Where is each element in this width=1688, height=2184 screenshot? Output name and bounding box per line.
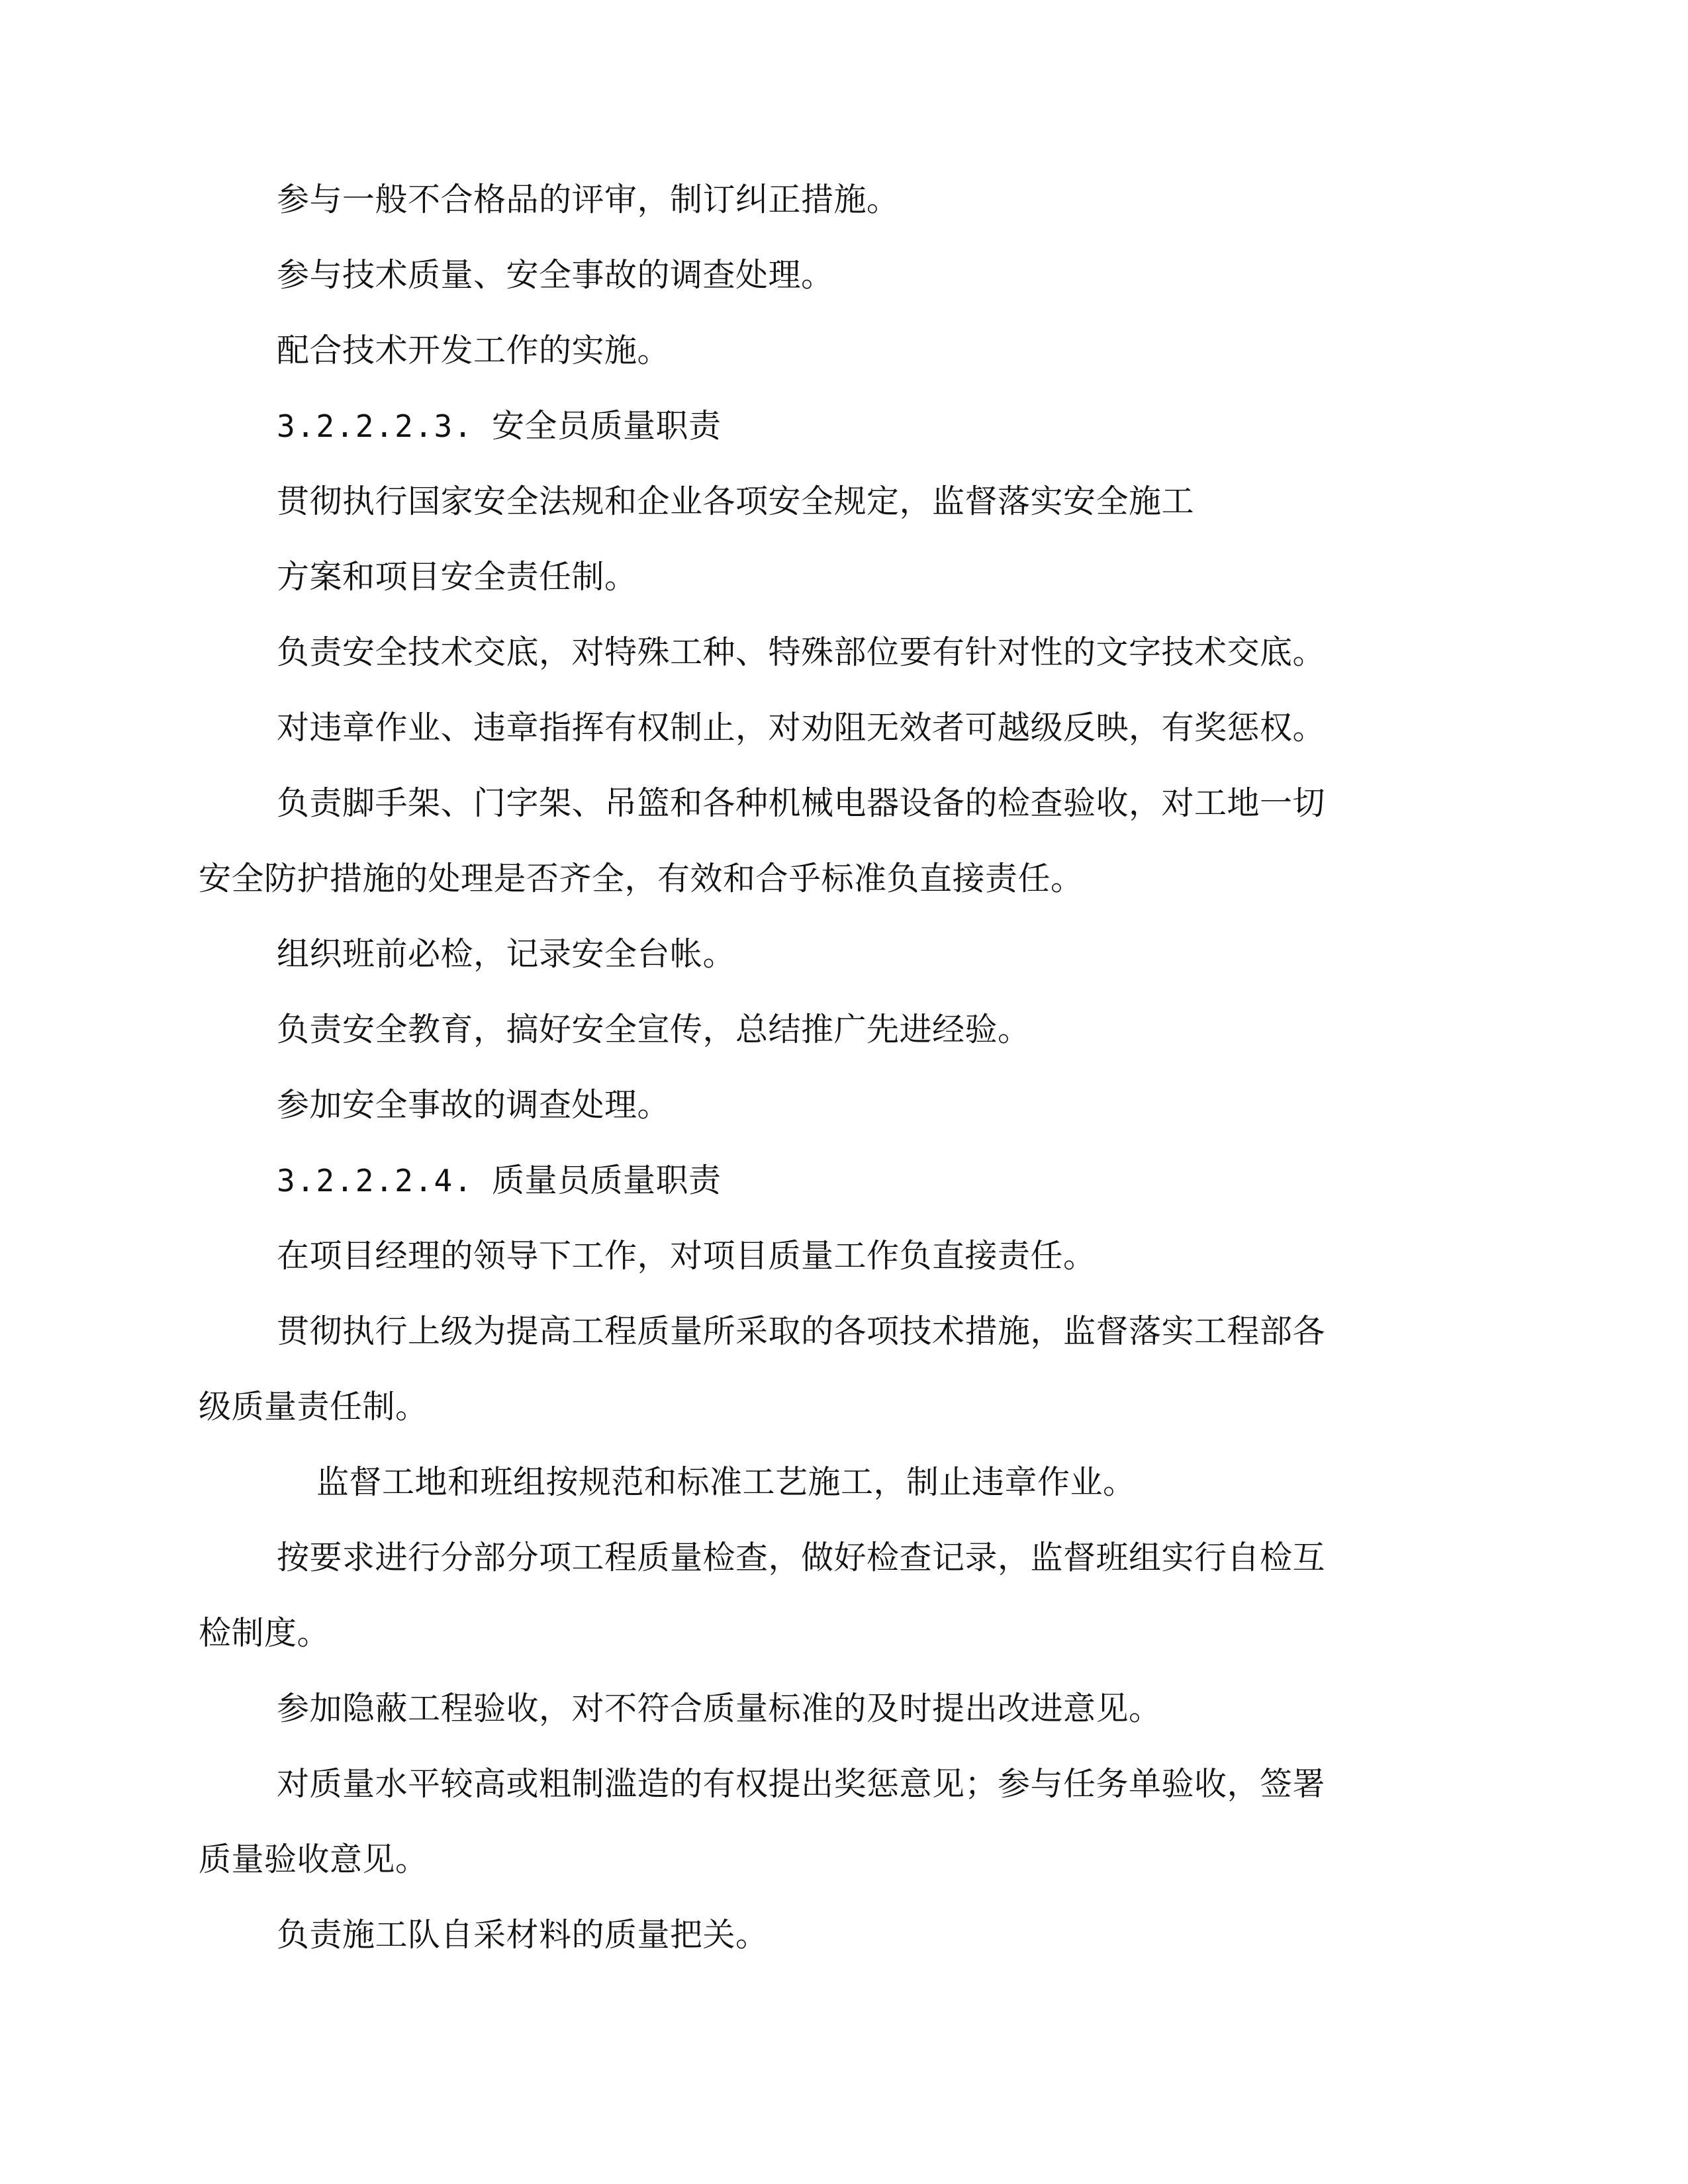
- paragraph-line: 负责施工队自采材料的质量把关。: [277, 1916, 769, 1954]
- section-heading: [199, 1143, 1503, 1218]
- section-number: 3.2.2.2.3.: [277, 408, 473, 444]
- paragraph-line: 负责安全教育，搞好安全宣传，总结推广先进经验。: [277, 1011, 1031, 1048]
- paragraph-line: 组织班前必检，记录安全台帐。: [277, 935, 736, 973]
- paragraph-line: 参与一般不合格品的评审，制订纠正措施。: [277, 181, 900, 218]
- document-body: [199, 162, 1503, 1973]
- paragraph-line: 贯彻执行国家安全法规和企业各项安全规定，监督落实安全施工: [277, 482, 1195, 520]
- paragraph-line: 负责脚手架、门字架、吊篮和各种机械电器设备的检查验收，对工地一切: [277, 784, 1326, 822]
- paragraph-line: 负责安全技术交底，对特殊工种、特殊部位要有针对性的文字技术交底。: [277, 633, 1326, 671]
- paragraph-line: 参与技术质量、安全事故的调查处理。: [277, 256, 834, 294]
- paragraph-line: 在项目经理的领导下工作，对项目质量工作负直接责任。: [277, 1237, 1096, 1275]
- paragraph-continuation: 级质量责任制。: [199, 1388, 428, 1426]
- paragraph-line: 配合技术开发工作的实施。: [277, 332, 671, 369]
- paragraph-continuation: 安全防护措施的处理是否齐全，有效和合乎标准负直接责任。: [199, 860, 1084, 897]
- paragraph-line: 参加隐蔽工程验收，对不符合质量标准的及时提出改进意见。: [277, 1690, 1162, 1727]
- paragraph-continuation: 检制度。: [199, 1614, 330, 1652]
- paragraph-line: 按要求进行分部分项工程质量检查，做好检查记录，监督班组实行自检互: [277, 1539, 1326, 1576]
- paragraph-line: 贯彻执行上级为提高工程质量所采取的各项技术措施，监督落实工程部各: [277, 1312, 1326, 1350]
- paragraph-line: 方案和项目安全责任制。: [277, 558, 637, 596]
- section-heading: [199, 388, 1503, 464]
- paragraph-line: 对违章作业、违章指挥有权制止，对劝阻无效者可越级反映，有奖惩权。: [277, 709, 1326, 747]
- paragraph-line: 对质量水平较高或粗制滥造的有权提出奖惩意见；参与任务单验收，签署: [277, 1765, 1326, 1803]
- section-title: 质量员质量职责: [491, 1161, 722, 1199]
- paragraph-line: 参加安全事故的调查处理。: [277, 1086, 671, 1124]
- paragraph-continuation: 质量验收意见。: [199, 1841, 428, 1878]
- paragraph-line: 监督工地和班组按规范和标准工艺施工，制止违章作业。: [316, 1463, 1136, 1501]
- section-number: 3.2.2.2.4.: [277, 1163, 473, 1199]
- section-title: 安全员质量职责: [491, 407, 722, 445]
